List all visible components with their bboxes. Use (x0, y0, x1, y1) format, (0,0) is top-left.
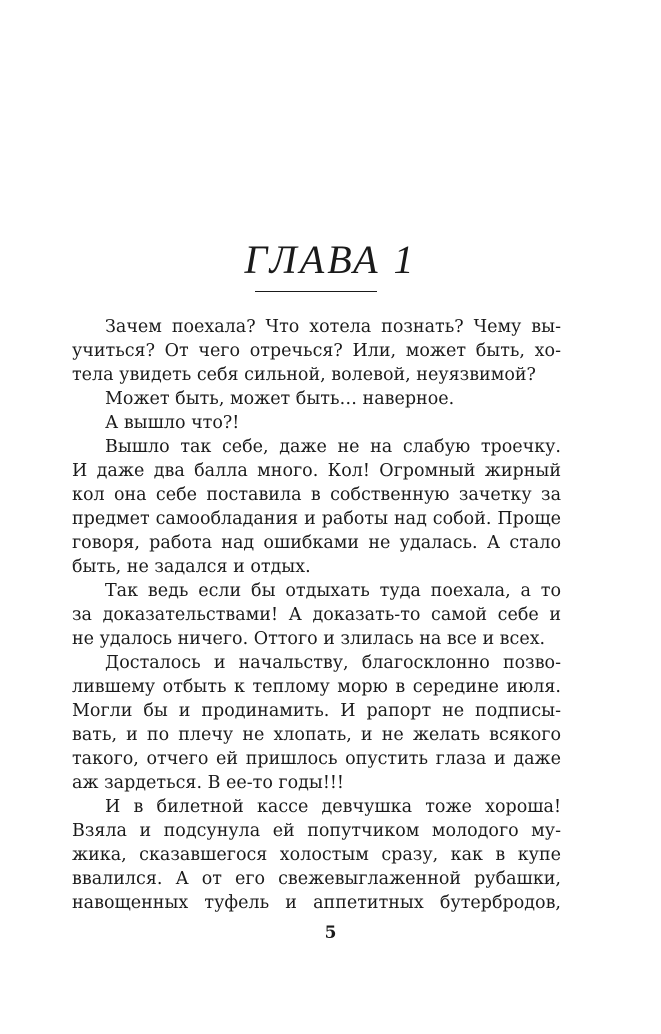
text-line: такого, отчего ей пришлось опустить глаза и даже (72, 749, 561, 769)
text-line: Вышло так себе, даже не на слабую троечку. (105, 437, 561, 457)
text-line: говоря, работа над ошибками не удалась. А стало (72, 533, 561, 553)
text-line: Взяла и подсунула ей попутчиком молодого му- (72, 821, 561, 841)
text-line: не удалось ничего. Оттого и злилась на все и всех. (72, 629, 546, 649)
text-line: за доказательствами! А доказать-то самой себе и (72, 605, 561, 625)
text-line: Досталось и начальству, благосклонно позво- (105, 653, 561, 673)
text-line: учиться? От чего отречься? Или, может быть, хо- (72, 341, 561, 361)
page-number: 5 (324, 923, 337, 943)
text-line: Зачем поехала? Что хотела познать? Чему вы- (105, 317, 561, 337)
text-line: лившему отбыть к теплому морю в середине июля. (72, 677, 561, 697)
text-line: И даже два балла много. Кол! Огромный жирный (72, 461, 561, 481)
text-line: предмет самообладания и работы над собой. Проще (72, 509, 561, 529)
text-line: жика, сказавшегося холостым сразу, как в купе (72, 845, 561, 865)
text-line: Так ведь если бы отдыхать туда поехала, а то (105, 581, 561, 601)
text-line: быть, не задался и отдых. (72, 557, 311, 577)
text-line: навощенных туфель и аппетитных бутербродов, (72, 893, 561, 913)
text-line: ввалился. А от его свежевыглаженной рубашки, (72, 869, 561, 889)
text-line: Может быть, может быть… наверное. (105, 389, 455, 409)
text-line: А вышло что?! (105, 413, 240, 433)
text-line: Могли бы и продинамить. И рапорт не подписы- (72, 701, 561, 721)
body-text (72, 315, 561, 915)
text-line: тела увидеть себя сильной, волевой, неуязвимой? (72, 365, 536, 385)
chapter-divider (255, 291, 377, 292)
text-line: И в билетной кассе девчушка тоже хороша! (105, 797, 561, 817)
text-line: кол она себе поставила в собственную зачетку за (72, 485, 561, 505)
chapter-title: ГЛАВА 1 (244, 237, 417, 282)
text-line: вать, и по плечу не хлопать, и не желать всякого (72, 725, 561, 745)
text-line: аж зардеться. В ее-то годы!!! (72, 773, 344, 793)
